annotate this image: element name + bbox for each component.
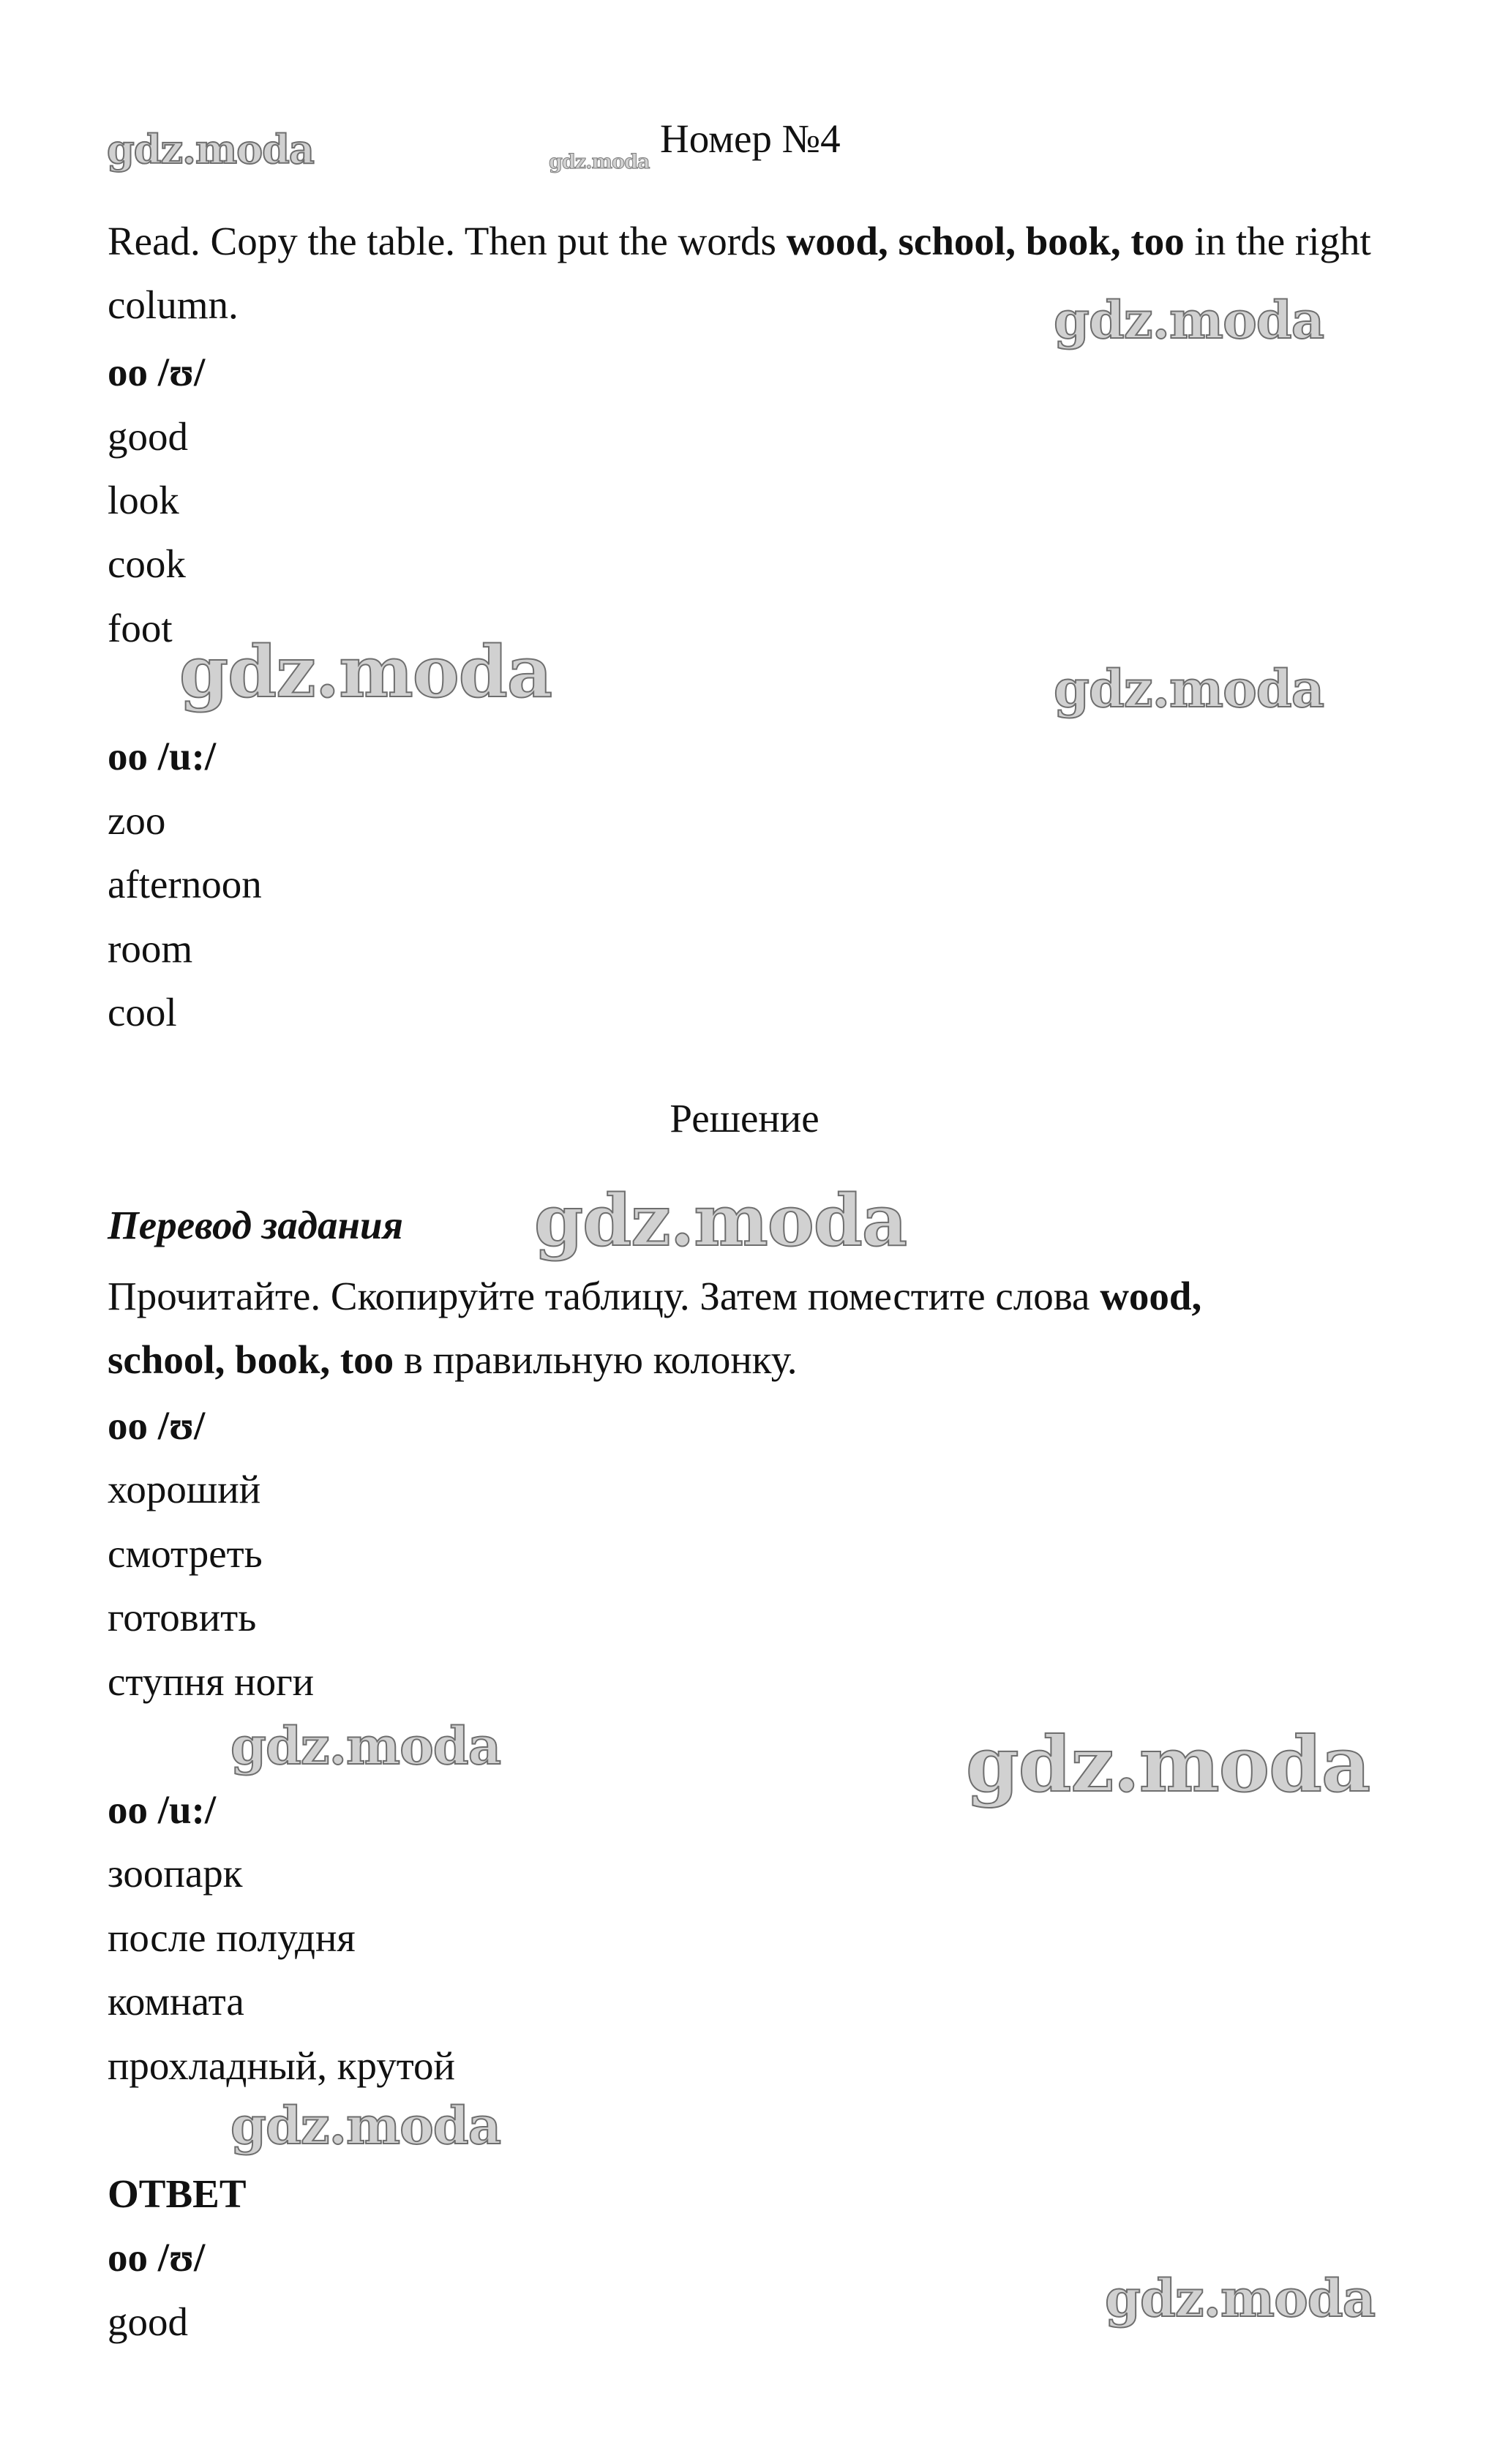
- col2-header: oo /u:/: [108, 734, 217, 778]
- list-item: zoo: [108, 798, 166, 843]
- translation-text: [108, 1264, 1395, 1391]
- list-item: зоопарк: [108, 1851, 243, 1896]
- list-item: смотреть: [108, 1531, 263, 1576]
- list-item: foot: [108, 606, 173, 650]
- watermark: gdz.moda: [230, 1716, 501, 1776]
- translation-suffix: в правильную колонку.: [394, 1337, 798, 1382]
- task-suffix: in the right column.: [108, 219, 1371, 327]
- watermark: gdz.moda: [107, 126, 314, 173]
- solution-title: Решение: [670, 1096, 819, 1141]
- list-item: cook: [108, 541, 186, 586]
- page-title: Номер №4: [660, 116, 841, 161]
- task-words: wood, school, book, too: [786, 219, 1185, 263]
- list-item: afternoon: [108, 862, 262, 906]
- list-item: прохладный, крутой: [108, 2043, 455, 2088]
- task-text: [108, 209, 1395, 337]
- translation-words-b: school, book, too: [108, 1337, 394, 1382]
- list-item: ступня ноги: [108, 1659, 315, 1704]
- watermark: gdz.moda: [534, 1179, 907, 1262]
- watermark: gdz.moda: [179, 631, 552, 713]
- translation-heading: Перевод задания: [108, 1203, 403, 1247]
- answer-title: ОТВЕТ: [108, 2171, 247, 2216]
- list-item: после полудня: [108, 1915, 356, 1960]
- translation-col2-header: oo /u:/: [108, 1787, 217, 1832]
- watermark: gdz.moda: [966, 1719, 1370, 1809]
- watermark: gdz.moda: [1054, 658, 1324, 719]
- list-item: комната: [108, 1979, 244, 2024]
- list-item: good: [108, 414, 188, 459]
- list-item: готовить: [108, 1595, 257, 1639]
- translation-prefix: Прочитайте. Скопируйте таблицу. Затем поместите слова: [108, 1274, 1100, 1318]
- col1-header: oo /ʊ/: [108, 350, 206, 394]
- answer-col1-header: oo /ʊ/: [108, 2235, 206, 2280]
- list-item: look: [108, 478, 179, 522]
- list-item: good: [108, 2299, 188, 2344]
- task-prefix: Read. Copy the table. Then put the words: [108, 219, 787, 263]
- translation-words-a: wood,: [1100, 1274, 1202, 1318]
- translation-col1-header: oo /ʊ/: [108, 1403, 206, 1448]
- list-item: room: [108, 926, 193, 971]
- list-item: хороший: [108, 1467, 261, 1511]
- watermark: gdz.moda: [230, 2095, 501, 2156]
- watermark: gdz.moda: [1105, 2268, 1376, 2329]
- list-item: cool: [108, 990, 177, 1034]
- watermark: gdz.moda: [549, 151, 650, 173]
- watermark: gdz.moda: [1054, 290, 1324, 350]
